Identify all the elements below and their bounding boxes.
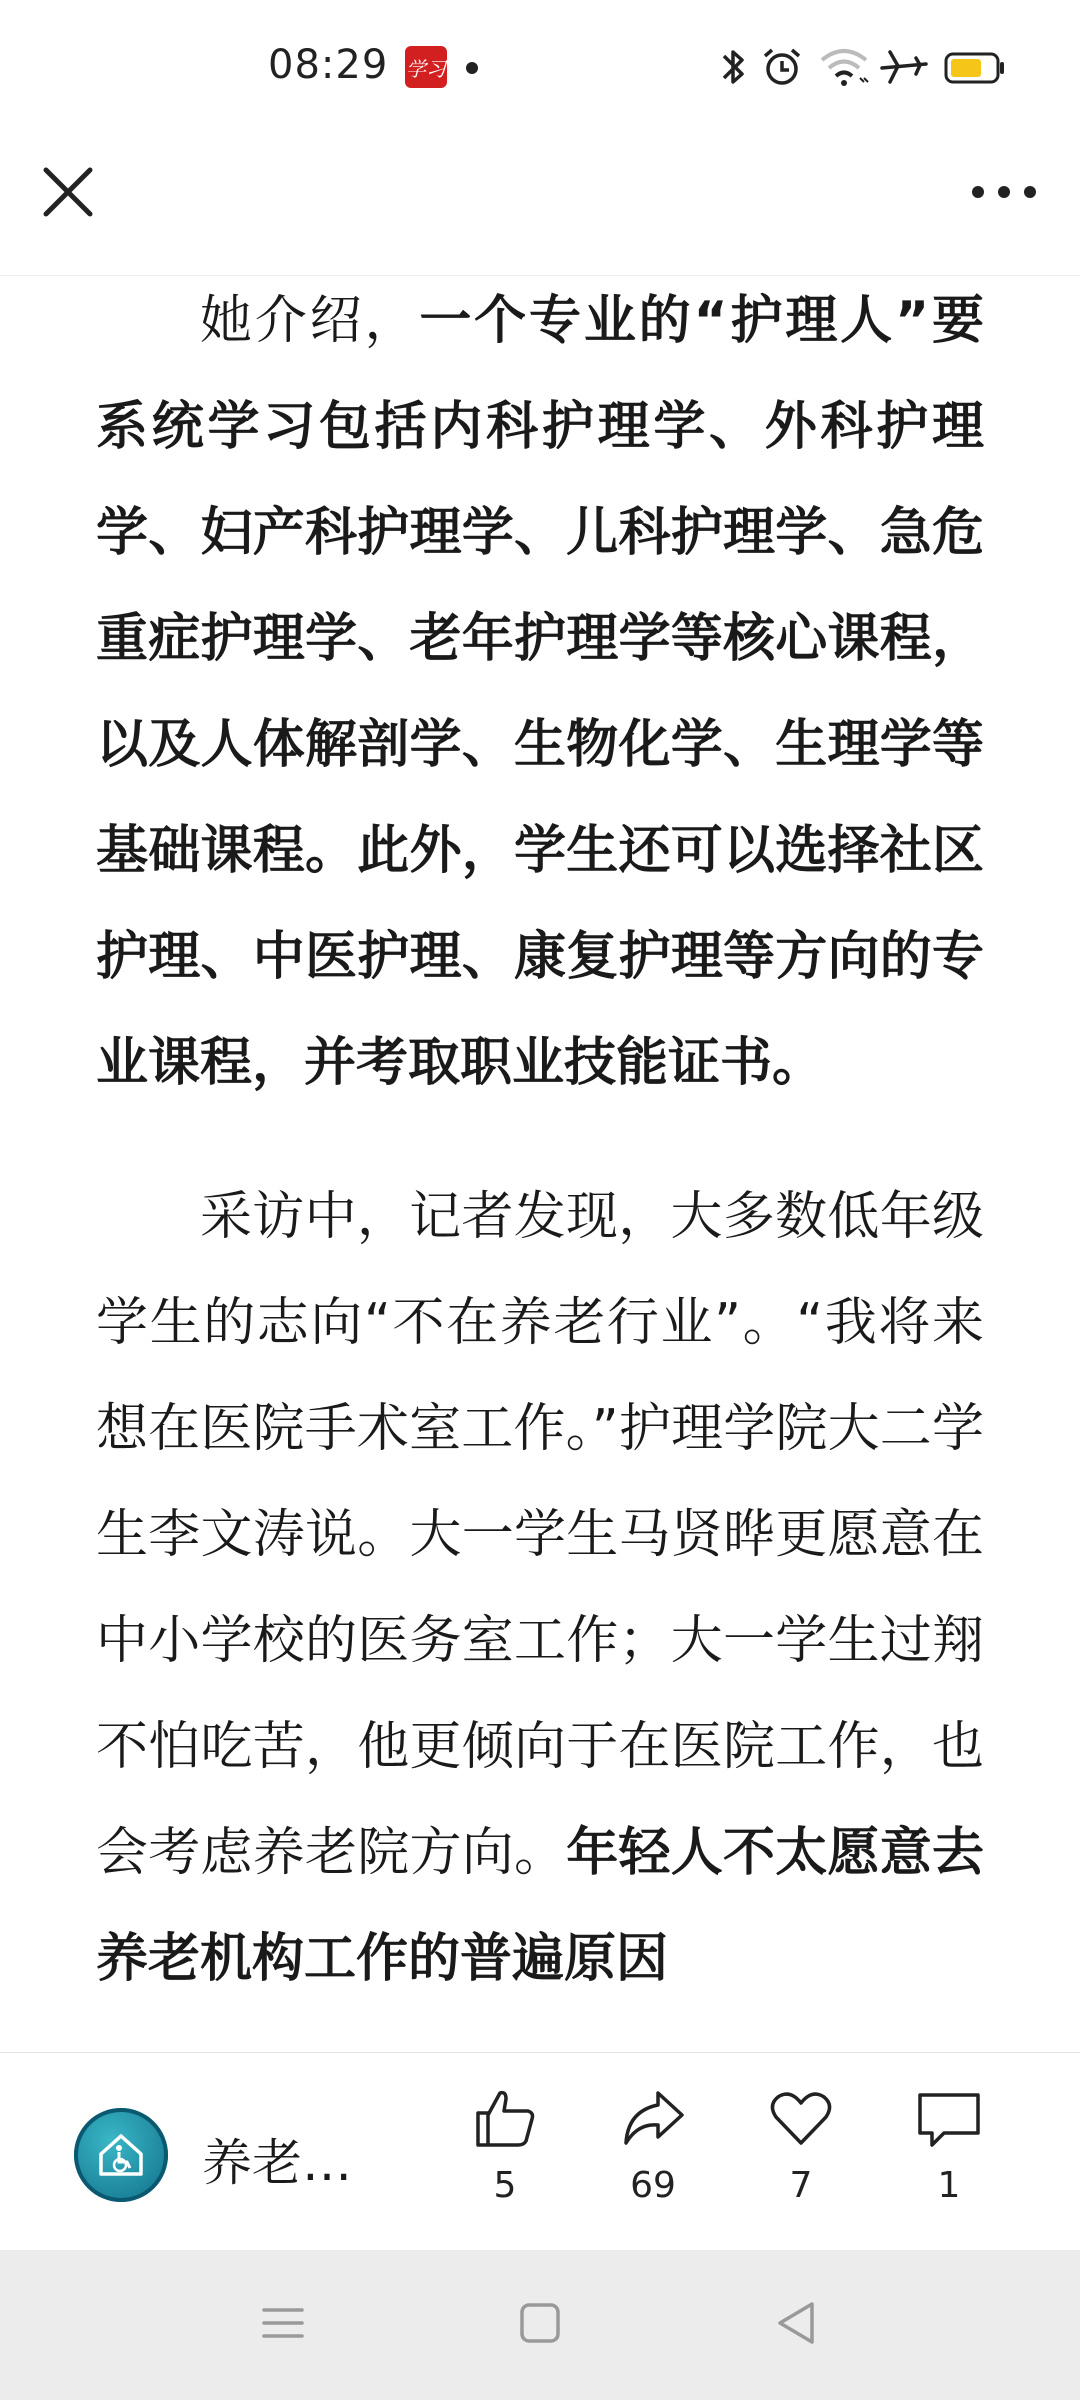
more-icon[interactable] [964, 160, 1044, 224]
channel-name[interactable]: 养老… [202, 2134, 352, 2192]
bluetooth-icon [718, 40, 748, 94]
share-count: 69 [630, 2165, 676, 2206]
favorite-button[interactable] [741, 2083, 861, 2206]
heart-icon [766, 2083, 836, 2153]
share-button[interactable] [593, 2083, 713, 2206]
top-nav-bar [0, 135, 1080, 276]
status-time: 08:29 [268, 42, 389, 88]
bottom-action-bar [0, 2052, 1080, 2251]
alarm-icon [760, 40, 804, 94]
thumbs-up-icon [470, 2083, 540, 2153]
menu-icon[interactable] [258, 2298, 308, 2348]
status-bar [0, 0, 1080, 135]
like-count: 5 [493, 2165, 517, 2206]
status-icons [0, 40, 1080, 94]
wifi-icon [818, 40, 870, 94]
accessibility-home-icon [74, 2108, 168, 2202]
like-button[interactable] [445, 2083, 565, 2206]
article-paragraph [0, 1164, 1080, 2012]
system-navigation-bar [0, 2250, 1080, 2400]
paragraph-bold-text: 年轻人不太愿意去养老机构工作的普遍原因 [96, 1823, 984, 1989]
paragraph-text: 她介绍， [200, 291, 420, 351]
article-paragraph [0, 270, 1080, 1116]
back-icon[interactable] [772, 2298, 822, 2348]
app-badge-icon: 学习 [405, 46, 447, 88]
paragraph-text: 采访中，记者发现，大多数低年级学生的志向“不在养老行业”。“我将来想在医院手术室工作。”护理学院大二学生李文涛说。大一学生马贤晔更愿意在中小学校的医务室工作；大一学生过翔不怕吃苦，他更倾向于在医院工作，也会考虑养老院方向。 [96, 1187, 984, 1883]
article-body [0, 270, 1080, 2052]
battery-icon [944, 40, 1006, 94]
comment-button[interactable] [889, 2083, 1009, 2206]
close-icon[interactable] [36, 160, 100, 224]
airplane-icon [880, 40, 928, 94]
channel-avatar[interactable] [74, 2108, 168, 2202]
comment-count: 1 [937, 2165, 961, 2206]
paragraph-bold-text: 一个专业的“护理人”要系统学习包括内科护理学、外科护理学、妇产科护理学、儿科护理学、急危重症护理学、老年护理学等核心课程，以及人体解剖学、生物化学、生理学等基础课程。此外，学生还可以选择社区护理、中医护理、康复护理等方向的专业课程，并考取职业技能证书。 [96, 291, 984, 1093]
home-icon[interactable] [515, 2298, 565, 2348]
comment-icon [914, 2083, 984, 2153]
share-icon [618, 2083, 688, 2153]
favorite-count: 7 [789, 2165, 813, 2206]
